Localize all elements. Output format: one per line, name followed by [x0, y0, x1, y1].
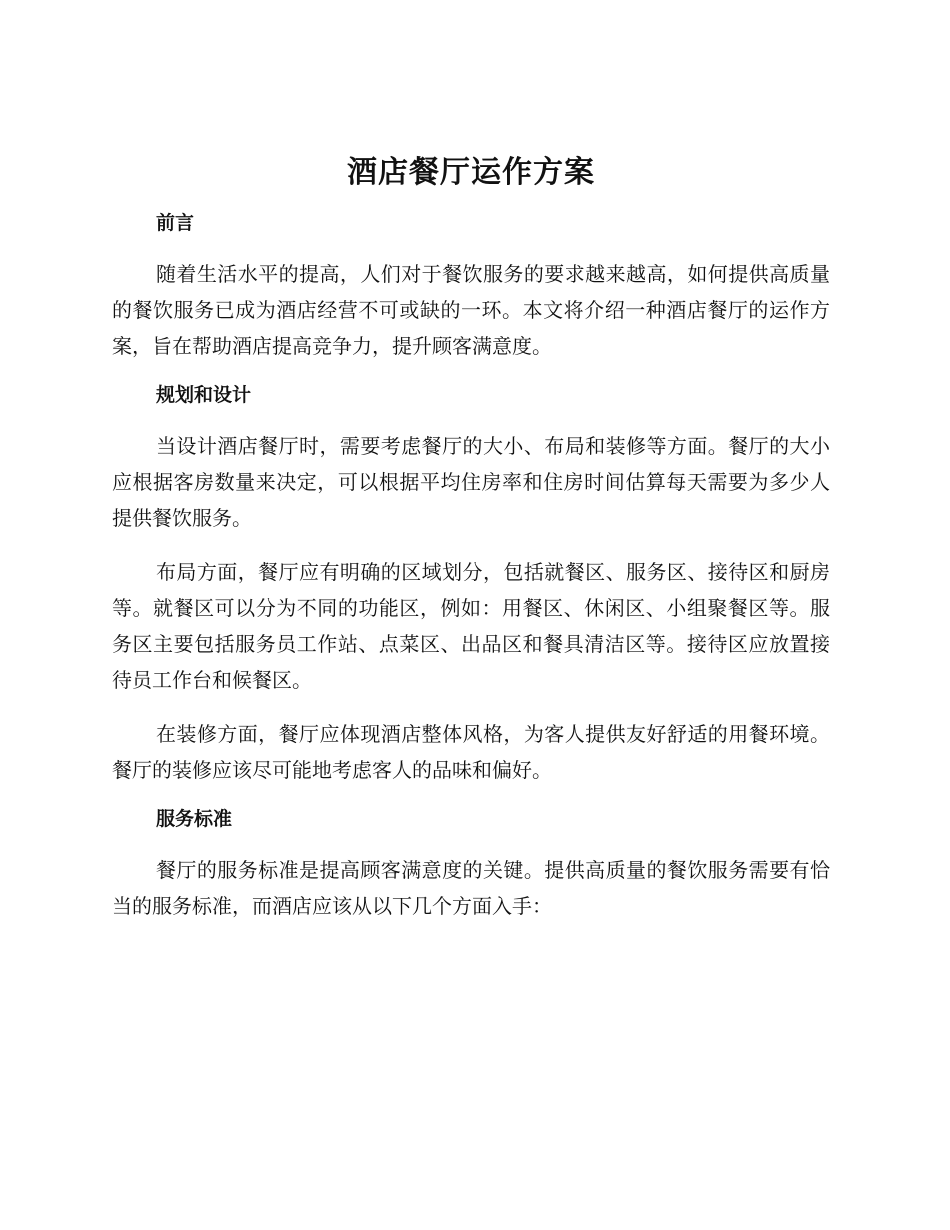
paragraph: 布局方面，餐厅应有明确的区域划分，包括就餐区、服务区、接待区和厨房等。就餐区可以分为不同的功能区，例如：用餐区、休闲区、小组聚餐区等。服务区主要包括服务员工作站、点菜区、出品区和餐具清洁区等。接待区应放置接待员工作台和候餐区。	[112, 560, 830, 692]
paragraph: 在装修方面，餐厅应体现酒店整体风格，为客人提供友好舒适的用餐环境。餐厅的装修应该尽可能地考虑客人的品味和偏好。	[112, 722, 830, 782]
section-planning-design	[112, 382, 830, 788]
section-heading: 服务标准	[156, 808, 233, 830]
section-heading: 规划和设计	[156, 384, 252, 406]
section-service-standards	[112, 806, 830, 924]
paragraph: 餐厅的服务标准是提高顾客满意度的关键。提供高质量的餐饮服务需要有恰当的服务标准，而酒店应该从以下几个方面入手：	[112, 858, 830, 918]
section-preface	[112, 210, 830, 364]
paragraph: 当设计酒店餐厅时，需要考虑餐厅的大小、布局和装修等方面。餐厅的大小应根据客房数量来决定，可以根据平均住房率和住房时间估算每天需要为多少人提供餐饮服务。	[112, 434, 830, 530]
paragraph: 随着生活水平的提高，人们对于餐饮服务的要求越来越高，如何提供高质量的餐饮服务已成为酒店经营不可或缺的一环。本文将介绍一种酒店餐厅的运作方案，旨在帮助酒店提高竞争力，提升顾客满意度。	[112, 262, 830, 358]
section-heading: 前言	[156, 212, 195, 234]
document-page	[112, 150, 830, 942]
document-title: 酒店餐厅运作方案	[347, 155, 595, 190]
